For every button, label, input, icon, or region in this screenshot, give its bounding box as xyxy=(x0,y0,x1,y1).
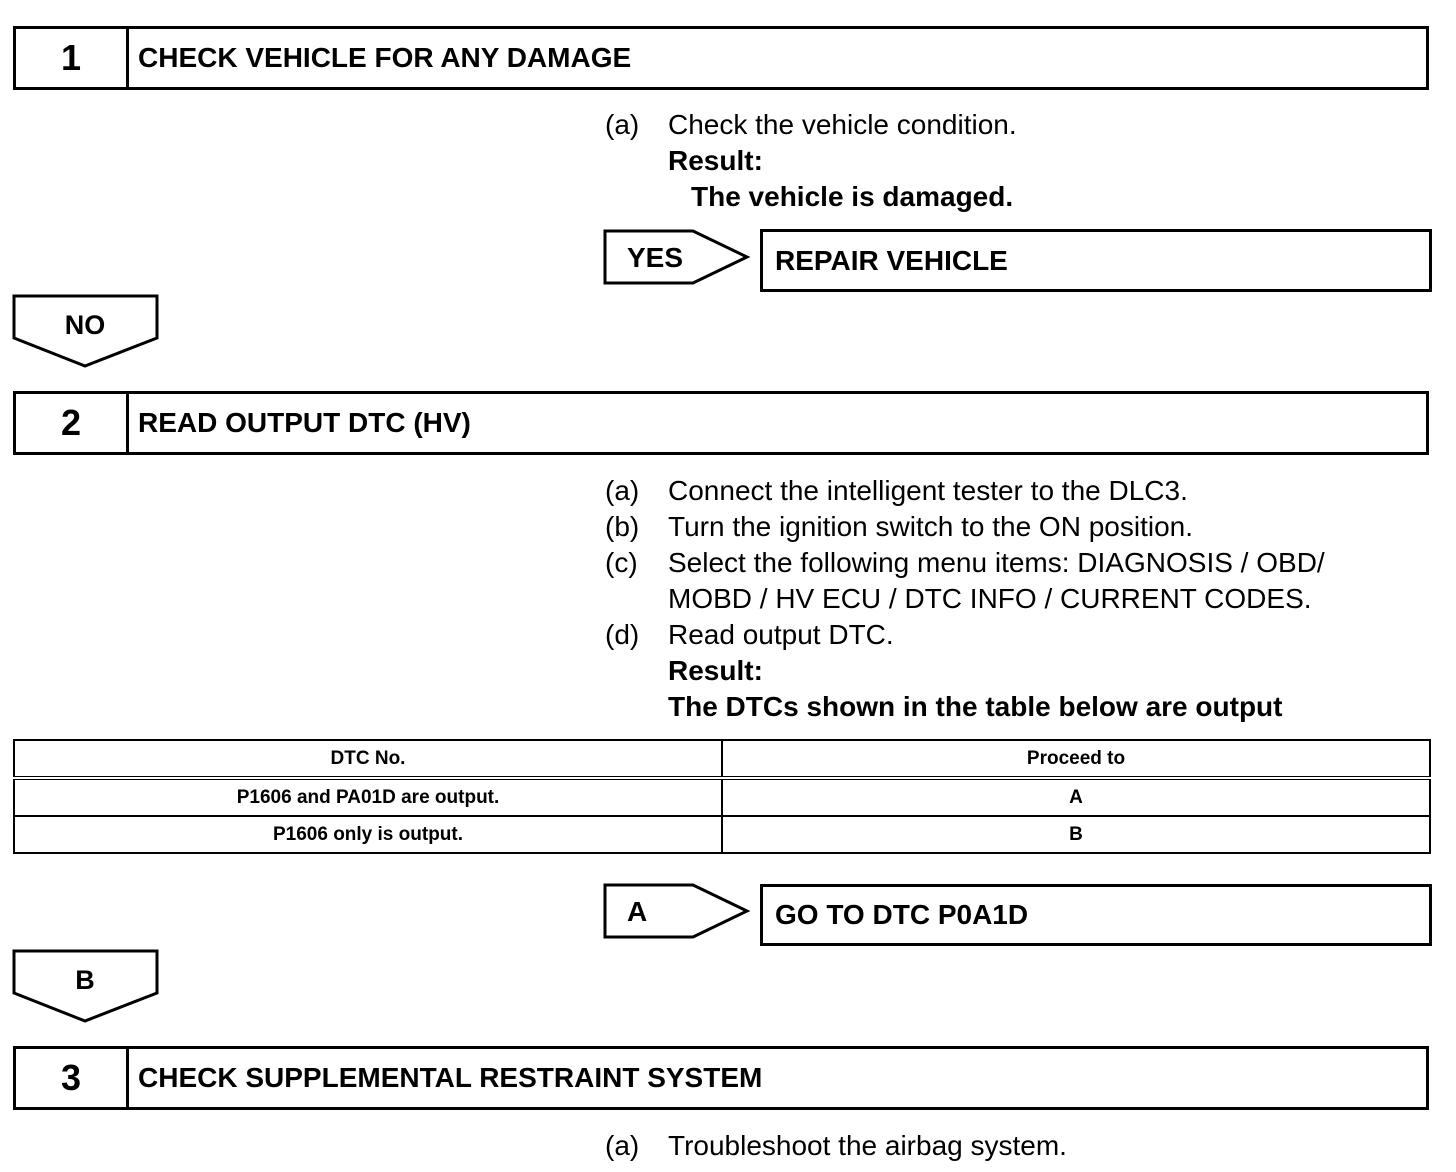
yes-arrow xyxy=(603,229,753,287)
item-marker: (d) xyxy=(605,619,640,650)
item-marker: (b) xyxy=(605,511,640,542)
item-text: Turn the ignition switch to the ON position. xyxy=(668,511,1193,542)
item-marker: (c) xyxy=(605,547,638,578)
yes-label: YES xyxy=(627,242,684,273)
yes-action-box xyxy=(760,229,1432,292)
result-text: The DTCs shown in the table below are output xyxy=(668,691,1283,722)
a-arrow xyxy=(603,883,753,941)
step-3-header xyxy=(13,1046,1429,1110)
column-header: DTC No. xyxy=(14,740,722,778)
table-cell: A xyxy=(722,778,1430,816)
step-number: 1 xyxy=(16,29,129,87)
b-arrow xyxy=(12,949,160,1025)
yes-action: REPAIR VEHICLE xyxy=(775,244,1008,276)
table-header-row xyxy=(14,740,1430,778)
no-arrow xyxy=(12,294,160,370)
item-marker: (a) xyxy=(605,109,640,140)
a-label: A xyxy=(627,896,648,927)
item-text: Connect the intelligent tester to the DLC3. xyxy=(668,475,1188,506)
table-cell: B xyxy=(722,816,1430,853)
column-header: Proceed to xyxy=(722,740,1430,778)
table-cell: P1606 only is output. xyxy=(14,816,722,853)
table-cell: P1606 and PA01D are output. xyxy=(14,778,722,816)
item-marker: (a) xyxy=(605,475,640,506)
item-text-continued: MOBD / HV ECU / DTC INFO / CURRENT CODES. xyxy=(668,583,1312,614)
table-row xyxy=(14,816,1430,853)
item-marker: (a) xyxy=(605,1130,640,1161)
table-row xyxy=(14,778,1430,816)
a-action: GO TO DTC P0A1D xyxy=(775,899,1029,930)
step-title: READ OUTPUT DTC (HV) xyxy=(138,407,471,438)
b-label: B xyxy=(75,965,95,995)
no-label: NO xyxy=(64,310,106,340)
step-number: 3 xyxy=(16,1049,129,1107)
result-label: Result: xyxy=(668,655,763,686)
a-action-box xyxy=(760,884,1432,946)
step-1-header xyxy=(13,26,1429,90)
item-text: Check the vehicle condition. xyxy=(668,109,1017,140)
step-title: CHECK VEHICLE FOR ANY DAMAGE xyxy=(138,42,632,73)
result-label: Result: xyxy=(668,145,763,176)
item-text: Troubleshoot the airbag system. xyxy=(668,1130,1067,1161)
dtc-table xyxy=(13,739,1431,854)
step-2-header xyxy=(13,391,1429,455)
item-text: Read output DTC. xyxy=(668,619,894,650)
step-number: 2 xyxy=(16,394,129,452)
result-text: The vehicle is damaged. xyxy=(691,181,1014,212)
step-title: CHECK SUPPLEMENTAL RESTRAINT SYSTEM xyxy=(138,1062,763,1093)
item-text: Select the following menu items: DIAGNOSIS / OBD/ xyxy=(668,547,1325,578)
